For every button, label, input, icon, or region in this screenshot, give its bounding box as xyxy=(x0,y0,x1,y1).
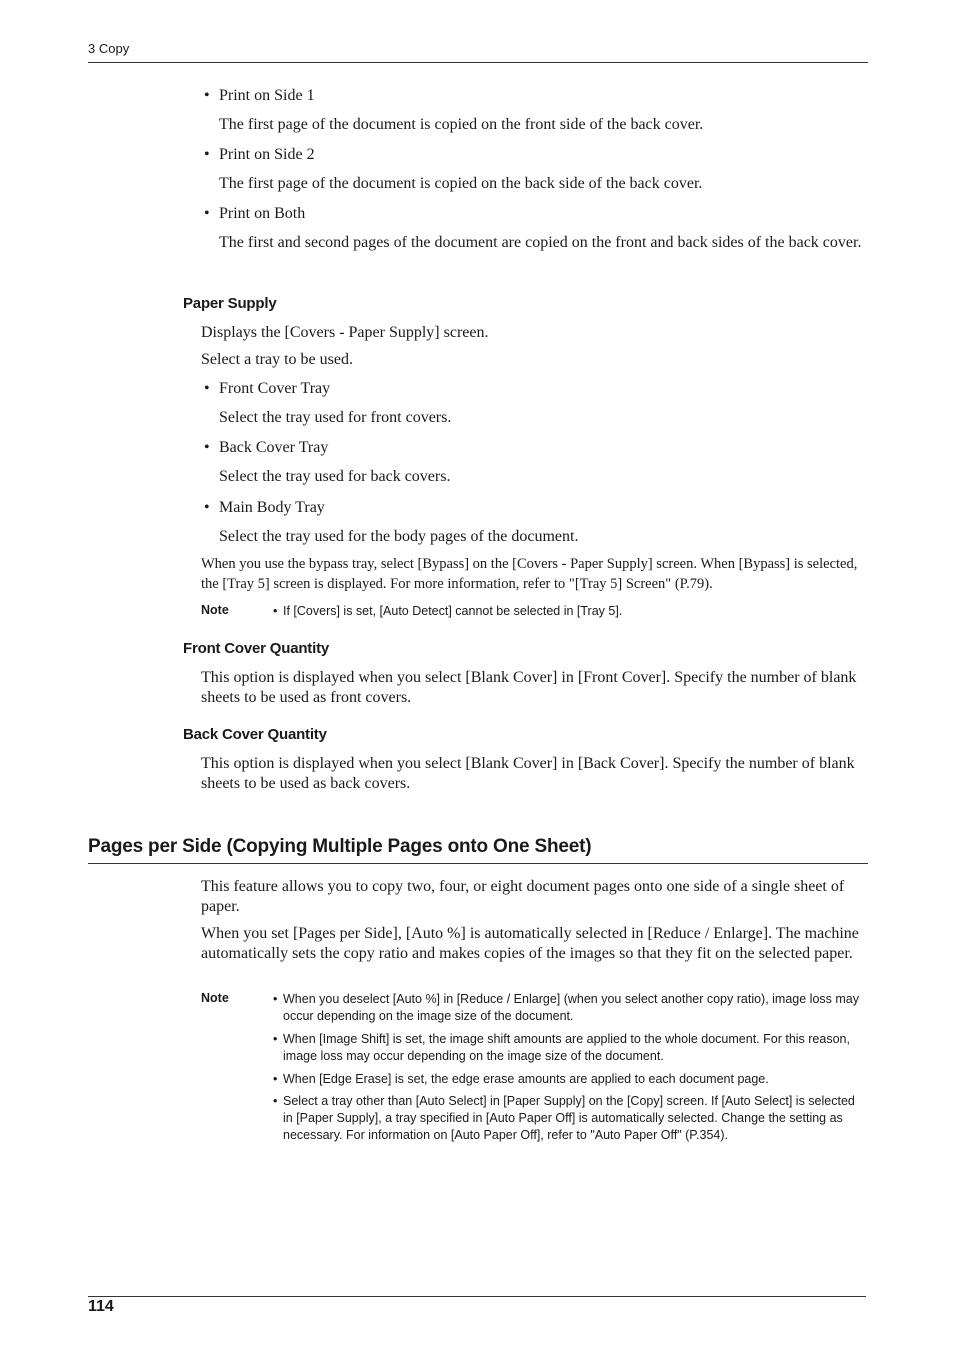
note-item: • When [Image Shift] is set, the image shift amounts are applied to the whole document. For this reason, image loss may occur depending on the image size of the document. xyxy=(273,1032,850,1063)
bullet-label: Front Cover Tray xyxy=(219,380,331,397)
bullet-item xyxy=(204,145,315,165)
paragraph: This feature allows you to copy two, four, or eight document pages onto one side of a single sheet of paper. xyxy=(201,878,845,915)
subheading-front-cover-quantity: Front Cover Quantity xyxy=(183,640,330,657)
bullet-icon: • xyxy=(204,87,210,104)
subheading-back-cover-quantity: Back Cover Quantity xyxy=(183,726,327,743)
page-number: 114 xyxy=(88,1298,114,1315)
bullet-item xyxy=(204,204,306,224)
section-title: Pages per Side (Copying Multiple Pages onto One Sheet) xyxy=(88,836,592,857)
bullet-description: Select the tray used for the body pages of the document. xyxy=(219,528,579,545)
bullet-icon: • xyxy=(204,439,210,456)
bullet-description: The first and second pages of the document are copied on the front and back sides of the back cover. xyxy=(219,234,862,251)
note-item: • If [Covers] is set, [Auto Detect] cannot be selected in [Tray 5]. xyxy=(273,604,623,618)
bullet-icon: • xyxy=(273,1032,278,1046)
note-label: Note xyxy=(201,603,229,617)
paragraph: This option is displayed when you select [Blank Cover] in [Back Cover]. Specify the number of blank sheets to be used as back covers. xyxy=(201,755,855,792)
header-divider xyxy=(88,62,868,63)
note-label: Note xyxy=(201,991,229,1005)
running-header: 3 Copy xyxy=(88,41,130,56)
subheading-paper-supply: Paper Supply xyxy=(183,295,277,312)
bypass-paragraph: When you use the bypass tray, select [Bypass] on the [Covers - Paper Supply] screen. When [Bypass] is selected, the [Tray 5] screen is displayed. For more information, refer to "[Tray 5] Screen" (P.79). xyxy=(201,556,858,592)
note-item: • When [Edge Erase] is set, the edge erase amounts are applied to each document page. xyxy=(273,1072,769,1086)
bullet-item xyxy=(204,86,315,106)
bullet-description: Select the tray used for front covers. xyxy=(219,409,452,426)
bullet-description: Select the tray used for back covers. xyxy=(219,468,451,485)
paragraph: When you set [Pages per Side], [Auto %] is automatically selected in [Reduce / Enlarge]. The machine automatically sets the copy ratio and makes copies of the images so that they fit on the selected paper. xyxy=(201,925,859,962)
bullet-label: Print on Side 1 xyxy=(219,87,315,104)
paragraph: This option is displayed when you select [Blank Cover] in [Front Cover]. Specify the number of blank sheets to be used as front covers. xyxy=(201,669,857,706)
bullet-description: The first page of the document is copied on the back side of the back cover. xyxy=(219,175,703,192)
section-divider xyxy=(88,863,868,864)
bullet-label: Main Body Tray xyxy=(219,499,325,516)
bullet-icon: • xyxy=(273,1072,278,1086)
bullet-icon: • xyxy=(204,205,210,222)
note-item: • Select a tray other than [Auto Select] in [Paper Supply] on the [Copy] screen. If [Auto Select] is selected in [Paper Supply], a tray specified in [Auto Paper Off] is automatically selected. Change the setting as necessary. For information on [Auto Paper Off], refer to "Auto Paper Off" (P.354). xyxy=(273,1094,855,1142)
bullet-label: Print on Both xyxy=(219,205,306,222)
bullet-icon: • xyxy=(273,1094,278,1108)
bullet-item xyxy=(204,438,329,458)
bullet-label: Back Cover Tray xyxy=(219,439,329,456)
bullet-icon: • xyxy=(204,499,210,516)
note-item: • When you deselect [Auto %] in [Reduce / Enlarge] (when you select another copy ratio), image loss may occur depending on the image size of the document. xyxy=(273,992,859,1023)
paragraph: Displays the [Covers - Paper Supply] screen. xyxy=(201,324,489,341)
bullet-icon: • xyxy=(273,604,278,618)
bullet-description: The first page of the document is copied on the front side of the back cover. xyxy=(219,116,704,133)
bullet-icon: • xyxy=(204,380,210,397)
bullet-item xyxy=(204,498,325,518)
bullet-icon: • xyxy=(204,146,210,163)
bullet-item xyxy=(204,379,331,399)
bullet-icon: • xyxy=(273,992,278,1006)
bullet-label: Print on Side 2 xyxy=(219,146,315,163)
paragraph: Select a tray to be used. xyxy=(201,351,353,368)
footer-divider xyxy=(88,1296,866,1297)
